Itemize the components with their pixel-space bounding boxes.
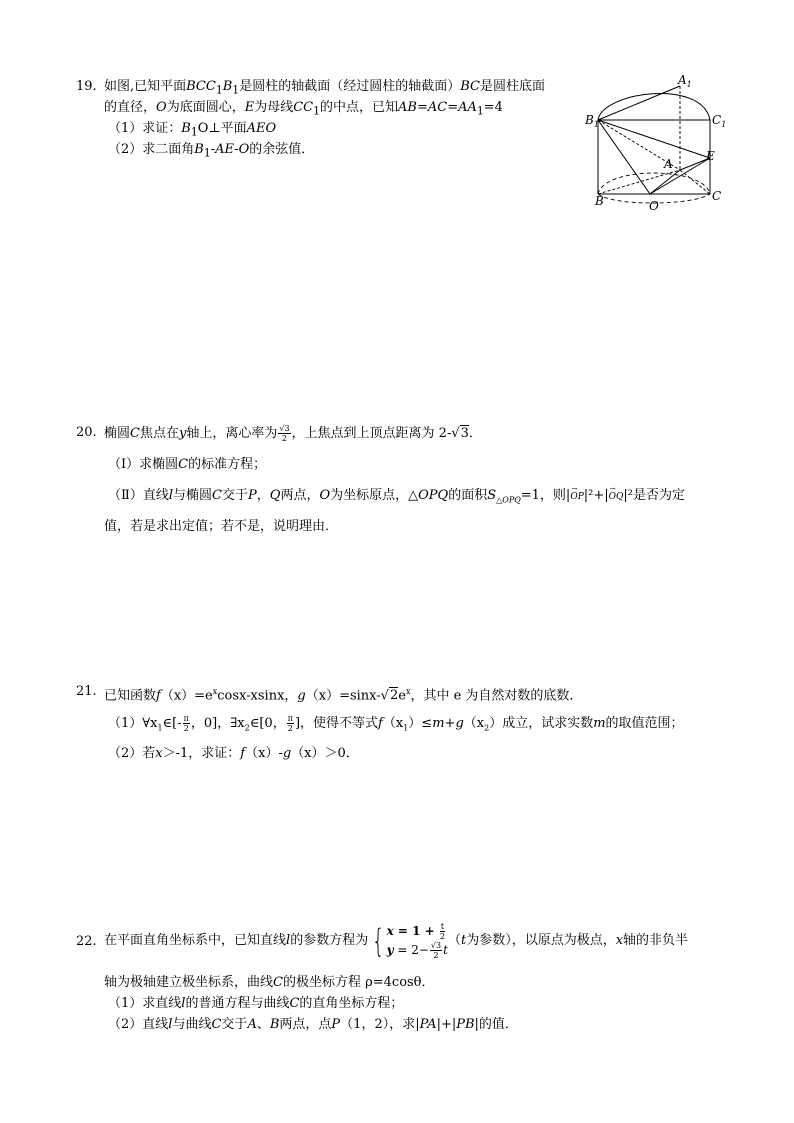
edge-b1-o xyxy=(598,120,650,194)
question-22-part-1: （1）求直线l的普通方程与曲线C的直角坐标方程； xyxy=(108,996,404,1011)
question-21-stem: 已知函数$f(x)=e^x\cos x$-xsinx，$g(x)=\sin x-√2e^x$，其中 e 为自然对数的底数． xyxy=(104,687,583,704)
question-number: 22. xyxy=(76,934,97,949)
question-19-part-1: （1）求证：$B_1O\perp$平面AEO xyxy=(108,121,277,139)
top-ellipse-arc xyxy=(598,93,710,120)
label-a: A xyxy=(664,157,673,171)
question-22-stem-line-2: 轴为极轴建立极坐标系，曲线C的极坐标方程 ρ=4cosθ． xyxy=(104,975,435,990)
edge-b-a xyxy=(598,170,680,194)
question-20-part-1: （Ⅰ）求椭圆C的标准方程； xyxy=(108,457,267,472)
edge-a-o xyxy=(650,170,680,194)
question-22-part-2: （2）直线l与曲线C交于A、B两点，点P（1，2），求|PA|+|PB|的值． xyxy=(108,1017,518,1032)
question-19-stem-line-1: 如图,已知平面$BCC_1B_1$是圆柱的轴截面（经过圆柱的轴截面）BC是圆柱底面 xyxy=(104,79,545,97)
question-20-part-2-cont: 值，若是求出定值；若不是，说明理由． xyxy=(104,519,339,534)
question-19-stem-line-2: 的直径，O为底面圆心，E为母线$CC_1$的中点，已知$AB=AC=AA_1=4$ xyxy=(104,100,503,118)
vector-oq: → OQ xyxy=(609,488,624,506)
edge-b1-e xyxy=(598,120,710,158)
question-21-part-2: （2）若x＞-1，求证：f（x）-g（x）＞0． xyxy=(108,746,359,761)
question-22-stem-line-1: 在平面直角坐标系中，已知直线l的参数方程为 { x = 1 + $\frac{t}{2}$ y = 2− $\frac{√3}{2}$ t （t为参数），以原点为极点，x轴的非负半 xyxy=(104,921,689,960)
question-21-part-1: $(1)\forall x_1\in[-$ $\frac{\pi}{2}$ ，0]，$\exists x_2\in[0$， $\frac{\pi}{2}$ ]，使得不等式$f(x_1)\le m+g(x_2)$成立，试求实数m的取值范围； xyxy=(108,714,684,733)
edge-a-c xyxy=(680,170,710,194)
question-20-stem: 椭圆C焦点在y轴上，离心率为 $\frac{√3}{2}$ ，上焦点到上顶点距离为 2-√3． xyxy=(104,424,482,443)
label-e: E xyxy=(706,149,715,163)
cylinder-figure xyxy=(582,74,732,214)
fraction: $\frac{√3}{2}$ xyxy=(279,424,290,443)
edge-b1-a1 xyxy=(598,86,680,120)
label-b1: $B_1$ xyxy=(585,113,599,129)
vector-op: → OP xyxy=(570,488,583,506)
question-number: 20. xyxy=(76,425,97,440)
label-o: O xyxy=(649,199,659,213)
parametric-system: x = 1 + $\frac{t}{2}$ y = 2− $\frac{√3}{2}$ t xyxy=(386,921,448,960)
label-c: C xyxy=(712,189,722,203)
label-b: B xyxy=(595,194,604,208)
question-number: 21. xyxy=(76,684,97,699)
left-brace: { xyxy=(372,921,385,960)
question-number: 19. xyxy=(76,79,97,94)
question-20-part-2: （Ⅱ）直线l与椭圆C交于P，Q两点，O为坐标原点，△OPQ的面积$S_{\triangle OPQ}=1$，则|→ OP|²+|→ OQ|²是否为定 xyxy=(108,487,685,510)
question-19-part-2: （2）求二面角$B_1-AE-O$的余弦值． xyxy=(108,142,315,160)
label-c1: $C_1$ xyxy=(712,113,727,129)
label-a1: $A_1$ xyxy=(678,74,692,89)
